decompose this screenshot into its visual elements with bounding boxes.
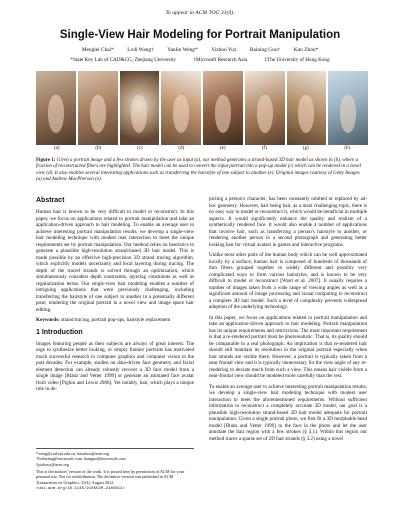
figure-panel-h — [328, 71, 368, 145]
caption-lead: Figure 1: — [36, 158, 56, 163]
keywords-text: strand tracing, portrait pop-ups, hairstyle replacement — [61, 317, 171, 323]
abstract-text: Human hair is known to be very difficult to model or reconstruct. In this paper, we focus on applications related to portrait manipulation and take an application-driven approach to hair modeling. To enable an average user to achieve interesting portrait manipulation results, we develop a single-view hair modeling technique with modest user interaction to meet the unique requirements set by portrait manipulation. Our method relies on heuristics to generate a plausible high-resolution strand-based 3D hair model. This is made possible by an effective high-precision 2D strand tracing algorithm, which explicitly models uncertainty and local layering during tracing. The depth of the traced strands is solved through an optimization, which simultaneously considers depth constraints, layering constraints as well as regularization terms. Our single-view hair modeling enables a number of intriguing applications that were previously challenging, including transferring the hairstyle of one subject to another in a potentially different pose, rendering the original portrait in a novel view and image space hair editing. — [36, 209, 194, 313]
permission-notice — [36, 469, 194, 492]
figure-panel-c — [120, 71, 160, 145]
transfer-image — [215, 95, 231, 133]
paper-title: Single-View Hair Modeling for Portrait Manipulation — [59, 29, 341, 41]
figure-panel-a — [36, 71, 76, 145]
doi-link[interactable]: <doi.acm.org/10.1145/2185520.2185612> — [36, 486, 125, 491]
body-paragraph: To enable an average user to achieve interesting portrait manipulation results, we develop a single-view hair modeling technique with modest user interaction to meet the aforementioned requirements. Without sufficient information to reconstruct a completely accurate 3D model, our goal is a plausible high-resolution strand-based 3D hair model adequate for portrait manipulation. Given a single portrait photo, we first fit a 3D morphable head model [Blanz and Vetter 1999] to the face in the photo and let the user annotate the hair region with a few strokes (§ 3.1). Within this region our method traces a sparse set of 2D hair strands (§ 3.2) using a novel — [209, 383, 367, 442]
figure-panel-d — [161, 71, 201, 145]
permission-text: This is the authors' version of the work. It is posted here by permission of ACM for your personal use. Not for redistribution. The definitive version was published in ACM Transactions on Graphics, 31(4), August 2012. — [36, 469, 185, 485]
panel-label: (e) — [219, 146, 226, 151]
panel-label: (h) — [344, 146, 351, 151]
keywords-label: Keywords: — [36, 317, 60, 323]
footnote: †lvdiwang@microsoft.com, bainguo@microsoft.com — [36, 456, 126, 462]
figure-panel-e — [203, 71, 243, 145]
caption-text: Given a portrait image and a few strokes drawn by the user as input (a), our method generates a strand-based 3D hair model as shown in (b), where a fraction of reconstructed fibers are highlighted. The hair model can be used to convert the input portrait into a pop-up model (c) which can be rendered in a novel view (d). It also enables several interesting applications such as transferring the hairstyle of one subject to another (e). Original images courtesy of Getty Images (a) and Andrew MacPherson (e). — [36, 158, 361, 182]
portrait-image — [48, 95, 64, 133]
transfer-image — [340, 95, 356, 133]
author: Kun Zhou* — [293, 47, 319, 53]
affiliation: ‡The University of Hong Kong — [264, 57, 330, 63]
panel-label: (g) — [302, 146, 309, 151]
author: Lvdi Wang† — [127, 47, 154, 53]
left-column — [36, 196, 194, 397]
footnotes — [36, 448, 194, 467]
abstract-heading: Abstract — [36, 197, 65, 204]
transfer-image — [298, 95, 314, 133]
panel-label: (a) — [53, 146, 60, 151]
right-column — [209, 196, 367, 446]
teaser-figure — [36, 71, 368, 152]
footnote: ‡yizhouy@acm.org — [36, 461, 69, 467]
footnote: *weng@cad.zju.edu.cn, kunzhou@acm.org — [36, 451, 109, 456]
popup-model-image — [131, 95, 147, 133]
affiliation: †Microsoft Research Asia — [193, 57, 248, 63]
intro-text: Images featuring people as their subjects are always of great interest. The urge to synthesize better looking, or simply funnier portraits has motivated much successful research in computer graphics and computer vision in the past decades. For example, studies on data-driven face geometry and facial element detection can already robustly recover a 3D face model from a single image [Blanz and Vetter 1999] or generate an animated face avatar from video [Pighin and Lewis 2006]. Yet notably, hair, which plays a unique role in de- — [36, 340, 194, 392]
panel-label: (b) — [95, 146, 102, 151]
figure-panel-g — [287, 71, 327, 145]
affiliation: *State Key Lab of CAD&CG, Zhejiang University — [70, 57, 176, 63]
panel-label: (f) — [261, 146, 267, 151]
body-paragraph: picting a person's character, has been constantly omitted or replaced by ad-hoc geometry. However, hair being hair, as a most challenging topic, there is no easy way to model or reconstruct it, which would be beneficial in multiple aspects. It would significantly enhance the quality and realism of a synthetically rendered face. It would also enable a number of applications that involve hair, such as transferring a person's hairstyle to another, or rendering another person in a second photograph and generating better looking hair for virtual avatars in games and interactive programs. — [209, 196, 367, 248]
panel-label: (d) — [178, 146, 185, 151]
keywords — [36, 317, 194, 324]
body-paragraph: In this paper, we focus on applications related to portrait manipulation and take an application-driven approach to hair modeling. Portrait manipulation has its unique requirements and restrictions. The most important requirement is that a re-rendered portrait must be photorealistic. That is, its quality should be comparable to a real photograph. An implication is that re-rendered hair should still maintain its resolution in the original portrait especially when hair strands are visible there. However, a portrait is typically taken from a near frontal view and it is typically unnecessary for the view angle of any re-rendering to deviate much from such a view. This means hair visible from a near-frontal view should be modeled more carefully than the rest. — [209, 314, 367, 379]
author-list — [0, 47, 400, 54]
body-paragraph: Unlike most other parts of the human body which can be well approximated locally by a surface, human hair is composed of hundreds of thousands of thin fibers grouped together in widely different and possibly very complicated ways to form various hairstyles, and is known to be very difficult to model or reconstruct [Ward et al. 2007]. It usually requires a number of images taken from a wide range of viewing angles as well as a significant amount of image processing and visual computing to reconstruct a complete 3D hair model. Such a level of complexity prevents widespread adoption of the underlying technology. — [209, 252, 367, 310]
figure-caption — [36, 158, 364, 183]
author: Yanlin Weng* — [167, 47, 198, 53]
panel-label: (c) — [136, 146, 143, 151]
figure-panel-b — [78, 71, 118, 145]
author: Baining Guo† — [249, 47, 281, 53]
transfer-image — [257, 95, 273, 133]
intro-heading: 1 Introduction — [36, 328, 83, 336]
novel-view-image — [173, 95, 189, 133]
author: Menglei Chai* — [81, 47, 114, 53]
affiliation-list — [0, 57, 400, 63]
venue-note: To appear in ACM TOG 31(4). — [165, 10, 235, 16]
figure-panel-f — [245, 71, 285, 145]
figure-panel-labels — [36, 146, 368, 151]
author: Yizhou Yu‡ — [211, 47, 237, 53]
hair-model-image — [90, 95, 106, 133]
